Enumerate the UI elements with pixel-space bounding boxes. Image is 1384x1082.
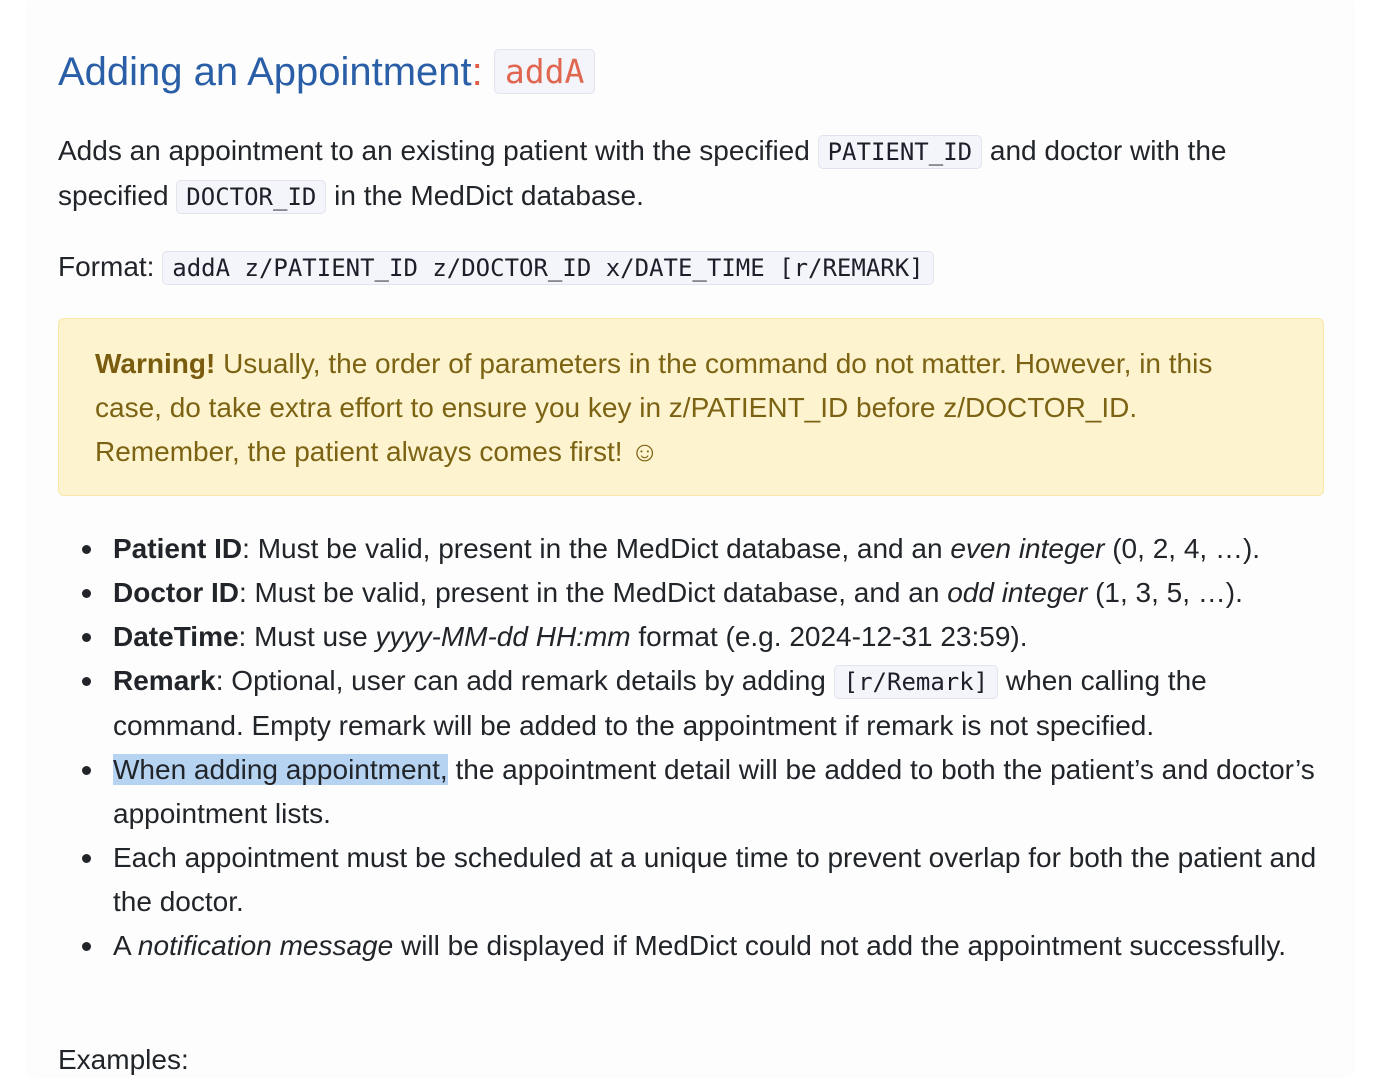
rule-tail: when calling the command. Empty remark will be added to the appointment if remark is not specified. (113, 665, 1207, 741)
rule-term: DateTime (113, 621, 239, 652)
document-page (30, 0, 1352, 1074)
intro-text-2: and doctor with the specified (58, 135, 1227, 211)
list-item-doctor-id (113, 571, 1328, 615)
rule-tail: (1, 3, 5, …). (1095, 577, 1243, 608)
heading-command-code: addA (494, 49, 595, 94)
list-item-remark (113, 659, 1328, 748)
rules-list (58, 527, 1328, 968)
rule-text: A (113, 930, 131, 961)
rule-text: : Must be valid, present in the MedDict database, and an (242, 533, 943, 564)
selected-text-highlight: When adding appointment, (113, 754, 448, 785)
list-item-patient-id (113, 527, 1328, 571)
rule-text: the appointment detail will be added to both the patient’s and doctor’s appointment lists. (113, 754, 1315, 829)
section-heading (58, 44, 595, 102)
rule-tail: will be displayed if MedDict could not add the appointment successfully. (400, 930, 1287, 961)
rule-term: Patient ID (113, 533, 243, 564)
rule-emphasis: notification message (137, 930, 394, 961)
examples-label: Examples: (58, 1044, 189, 1075)
rule-emphasis: even integer (950, 533, 1105, 564)
list-item-datetime (113, 615, 1328, 659)
warning-box (58, 318, 1324, 496)
format-label: Format: (58, 251, 155, 282)
rule-emphasis: odd integer (947, 577, 1088, 608)
rule-tail: format (e.g. 2024-12-31 23:59). (638, 621, 1028, 652)
rule-text: Each appointment must be scheduled at a unique time to prevent overlap for both the patient and the doctor. (113, 842, 1317, 917)
warning-text: Usually, the order of parameters in the command do not matter. However, in this case, do take extra effort to ensure you key in z/PATIENT_ID before z/DOCTOR_ID. Remember, the patient always comes first! ☺ (95, 348, 1213, 467)
list-item-notification (113, 924, 1328, 968)
list-item-adding (113, 748, 1328, 836)
heading-colon: : (471, 50, 483, 94)
rule-term: Doctor ID (113, 577, 239, 608)
intro-text-3: in the MedDict database. (334, 180, 644, 211)
rule-text: : Must use (238, 621, 368, 652)
intro-paragraph (58, 129, 1328, 219)
patient-id-code: PATIENT_ID (818, 135, 983, 169)
rule-text: : Optional, user can add remark details by adding (215, 665, 826, 696)
rule-emphasis: yyyy-MM-dd HH:mm (375, 621, 631, 652)
list-item-unique-time (113, 836, 1328, 924)
rule-tail: (0, 2, 4, …). (1112, 533, 1261, 564)
format-code: addA z/PATIENT_ID z/DOCTOR_ID x/DATE_TIME [r/REMARK] (162, 251, 933, 285)
rule-term: Remark (113, 665, 216, 696)
rule-text: : Must be valid, present in the MedDict database, and an (239, 577, 940, 608)
intro-text-1: Adds an appointment to an existing patient with the specified (58, 135, 810, 166)
warning-label: Warning! (95, 348, 216, 379)
doctor-id-code: DOCTOR_ID (176, 180, 326, 214)
format-paragraph (58, 245, 1328, 290)
remark-code: [r/Remark] (834, 665, 999, 699)
heading-text: Adding an Appointment (58, 50, 472, 94)
